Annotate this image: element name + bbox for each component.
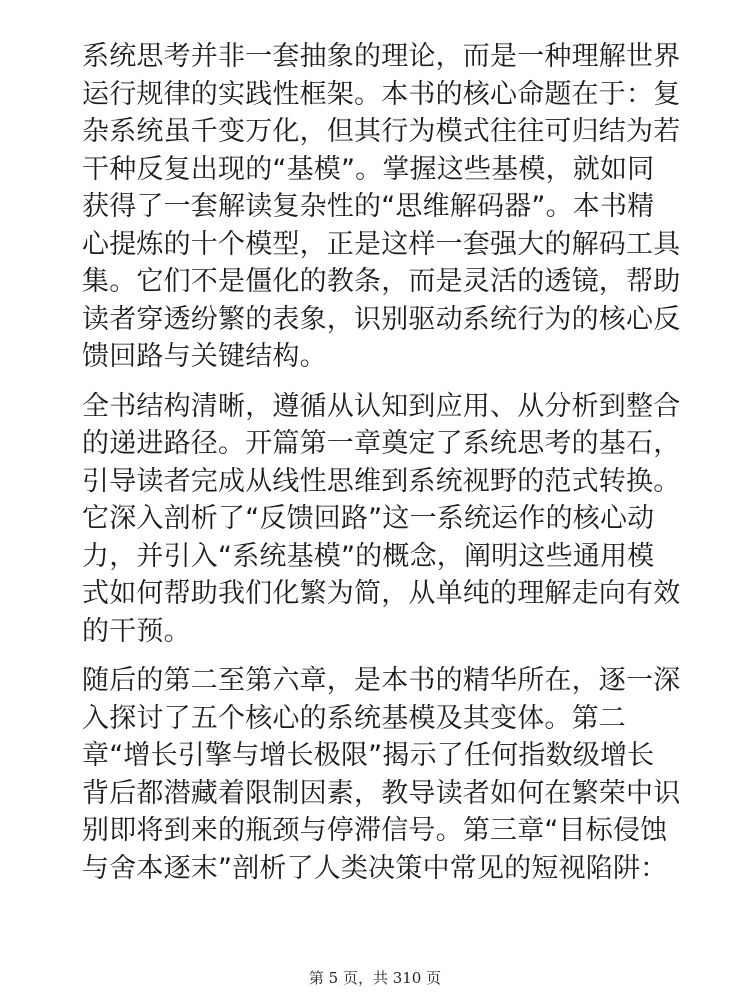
text-line: 入探讨了五个核心的系统基模及其变体。第二	[82, 702, 626, 734]
text-line: 式如何帮助我们化繁为简，从单纯的理解走向有效	[82, 578, 681, 609]
text-line: 力，并引入“系统基模”的概念，阐明这些通用模	[82, 540, 655, 572]
text-line: 随后的第二至第六章，是本书的精华所在，逐一深	[82, 665, 681, 696]
text-line: 读者穿透纷繁的表象，识别驱动系统行为的核心反	[82, 303, 681, 335]
text-line: 引导读者完成从线性思维到系统视野的范式转换。	[82, 465, 681, 497]
text-line: 的干预。	[82, 615, 191, 647]
text-line: 章“增长引擎与增长极限”揭示了任何指数级增长	[82, 740, 655, 771]
paragraph-1	[82, 38, 682, 376]
text-line: 系统思考并非一套抽象的理论，而是一种理解世界	[82, 41, 681, 72]
text-line: 全书结构清晰，遵循从认知到应用、从分析到整合	[82, 390, 681, 422]
page-number-footer: 第 5 页，共 310 页	[308, 969, 442, 987]
text-line: 与舍本逐末”剖析了人类决策中常见的短视陷阱：	[82, 852, 668, 884]
text-line: 干种反复出现的“基模”。掌握这些基模，就如同	[82, 153, 655, 185]
text-line: 集。它们不是僵化的教条，而是灵活的透镜，帮助	[82, 266, 681, 297]
text-line: 的递进路径。开篇第一章奠定了系统思考的基石，	[82, 428, 681, 459]
paragraph-2	[82, 388, 682, 651]
text-line: 运行规律的实践性框架。本书的核心命题在于：复	[82, 78, 681, 110]
text-line: 心提炼的十个模型，正是这样一套强大的解码工具	[82, 228, 681, 260]
text-line: 馈回路与关键结构。	[82, 341, 327, 372]
body-text	[82, 38, 682, 899]
paragraph-3	[82, 662, 682, 887]
text-line: 获得了一套解读复杂性的“思维解码器”。本书精	[82, 191, 655, 222]
text-line: 别即将到来的瓶颈与停滞信号。第三章“目标侵蚀	[82, 815, 668, 846]
text-line: 背后都潜藏着限制因素，教导读者如何在繁荣中识	[82, 777, 681, 809]
text-line: 杂系统虽千变万化，但其行为模式往往可归结为若	[82, 116, 681, 147]
text-line: 它深入剖析了“反馈回路”这一系统运作的核心动	[82, 503, 655, 534]
